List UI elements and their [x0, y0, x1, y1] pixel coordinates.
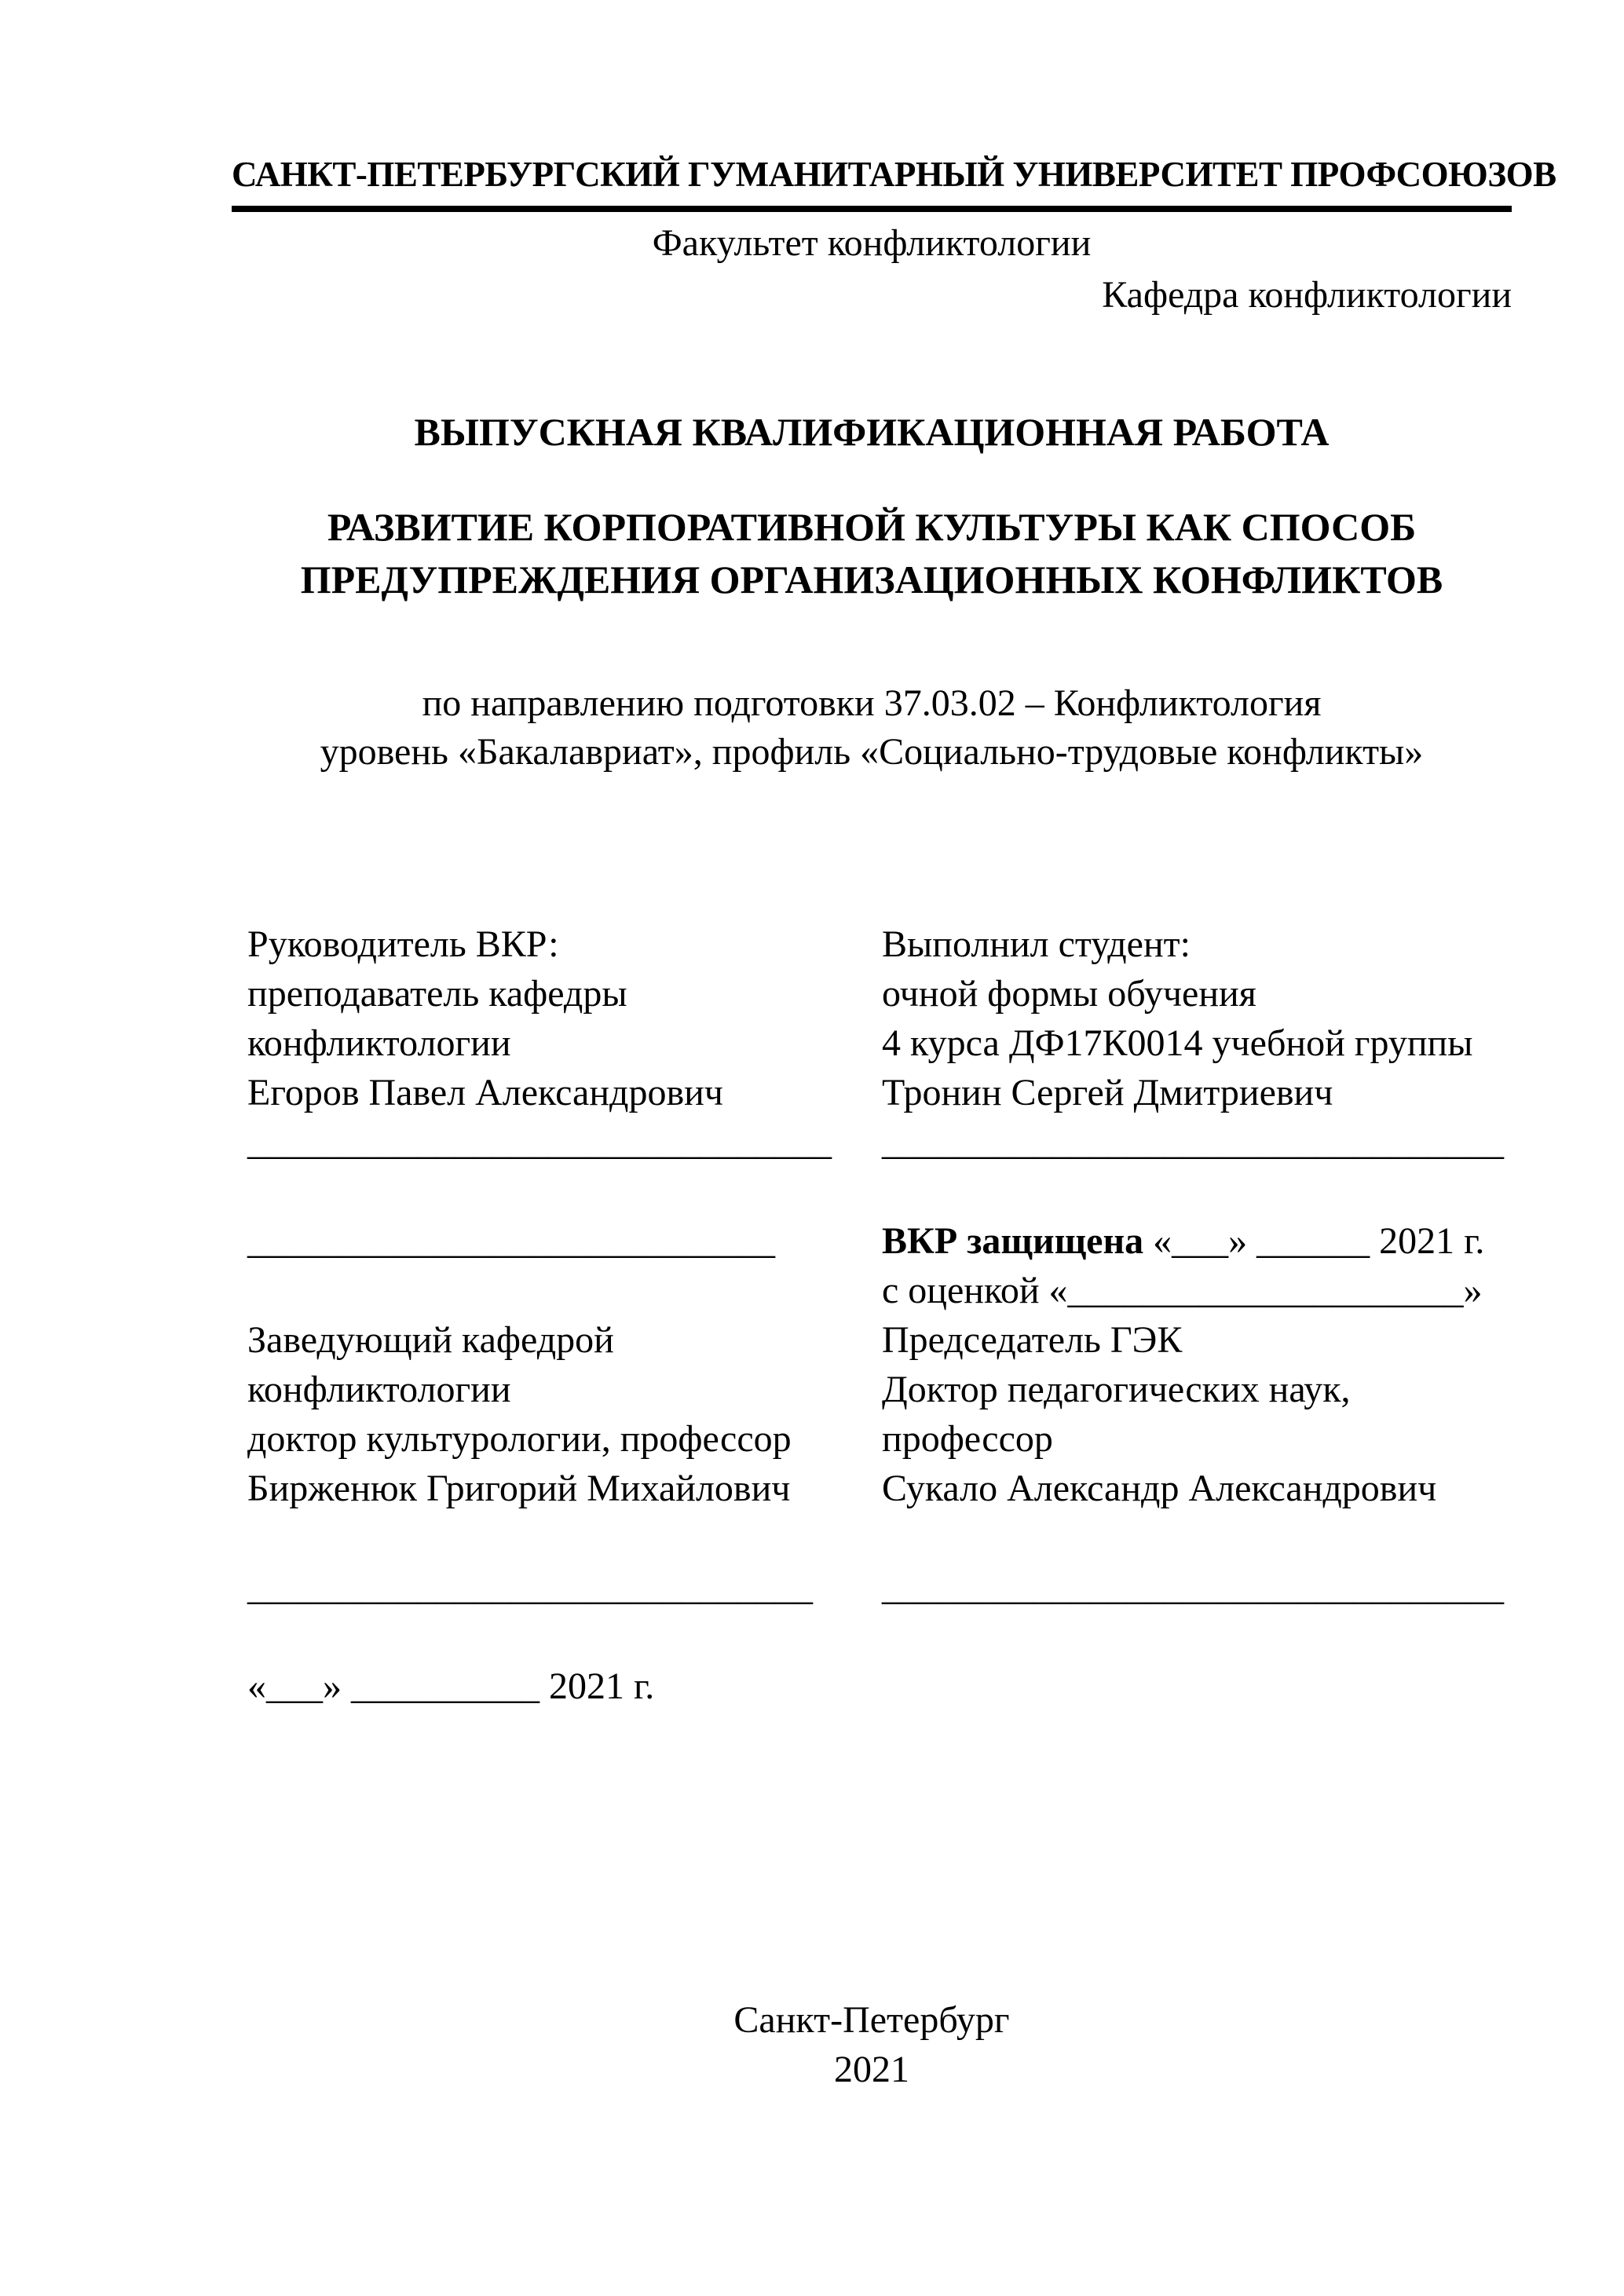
university-name: САНКТ-ПЕТЕРБУРГСКИЙ ГУМАНИТАРНЫЙ УНИВЕРСИТЕТ ПРОФСОЮЗОВ [232, 155, 1556, 194]
blank-line [247, 1513, 882, 1563]
supervisor-position-line1: преподаватель кафедры [247, 973, 627, 1015]
chairman-degree: Доктор педагогических наук, [882, 1369, 1351, 1410]
defense-date-blank: «___» ______ 2021 г. [1153, 1220, 1485, 1262]
supervisor-role-label: Руководитель ВКР: [247, 923, 559, 965]
student-role-label: Выполнил студент: [882, 923, 1191, 965]
thesis-title [232, 501, 1512, 606]
footer-city: Санкт-Петербург [733, 1999, 1010, 2041]
chairman-signature-line: _________________________________ [882, 1567, 1504, 1608]
supervisor-position-line2: конфликтологии [247, 1022, 511, 1064]
left-column [232, 919, 882, 1711]
chairman-rank: профессор [882, 1418, 1053, 1460]
student-study-form: очной формы обучения [882, 973, 1256, 1015]
head-signature-line: ______________________________ [247, 1567, 813, 1608]
defense-status-label: ВКР защищена [882, 1220, 1144, 1262]
blank-line [882, 1167, 1512, 1216]
supervisor-name: Егоров Павел Александрович [247, 1072, 723, 1113]
blank-line [247, 1167, 882, 1216]
gek-chairman-label: Председатель ГЭК [882, 1319, 1183, 1361]
blank-line [882, 1513, 1512, 1563]
signatures-columns [232, 919, 1512, 1711]
footer-block [232, 1995, 1512, 2094]
thesis-title-line1: РАЗВИТИЕ КОРПОРАТИВНОЙ КУЛЬТУРЫ КАК СПОСОБ [327, 505, 1417, 549]
footer-year: 2021 [834, 2049, 909, 2090]
defense-grade-line: с оценкой «_____________________» [882, 1270, 1483, 1311]
supervisor-signature-line: _______________________________ [247, 1121, 832, 1163]
blank-line [247, 1266, 882, 1315]
head-date-line: «___» __________ 2021 г. [247, 1665, 655, 1707]
faculty-line: Факультет конфликтологии [652, 222, 1092, 264]
program-block [232, 679, 1512, 777]
defense-status-line [882, 1216, 1512, 1266]
right-column [882, 919, 1512, 1711]
header-divider-rule [232, 206, 1512, 212]
program-level-line: уровень «Бакалавриат», профиль «Социально-трудовые конфликты» [320, 731, 1424, 773]
head-name: Бирженюк Григорий Михайлович [247, 1468, 791, 1509]
head-signature-line-top: ____________________________ [247, 1220, 775, 1262]
thesis-title-line2: ПРЕДУПРЕЖДЕНИЯ ОРГАНИЗАЦИОННЫХ КОНФЛИКТОВ [300, 558, 1443, 601]
student-group: 4 курса ДФ17К0014 учебной группы [882, 1022, 1473, 1064]
head-role-line2: конфликтологии [247, 1369, 511, 1410]
program-direction-line: по направлению подготовки 37.03.02 – Конфликтология [422, 682, 1322, 724]
blank-line [247, 1612, 882, 1662]
chairman-name: Сукало Александр Александрович [882, 1468, 1437, 1509]
student-name: Тронин Сергей Дмитриевич [882, 1072, 1333, 1113]
department-line: Кафедра конфликтологии [1102, 274, 1512, 316]
head-degree: доктор культурологии, профессор [247, 1418, 792, 1460]
work-type-heading: ВЫПУСКНАЯ КВАЛИФИКАЦИОННАЯ РАБОТА [414, 410, 1330, 454]
student-signature-line: _________________________________ [882, 1121, 1504, 1163]
head-role-line1: Заведующий кафедрой [247, 1319, 614, 1361]
